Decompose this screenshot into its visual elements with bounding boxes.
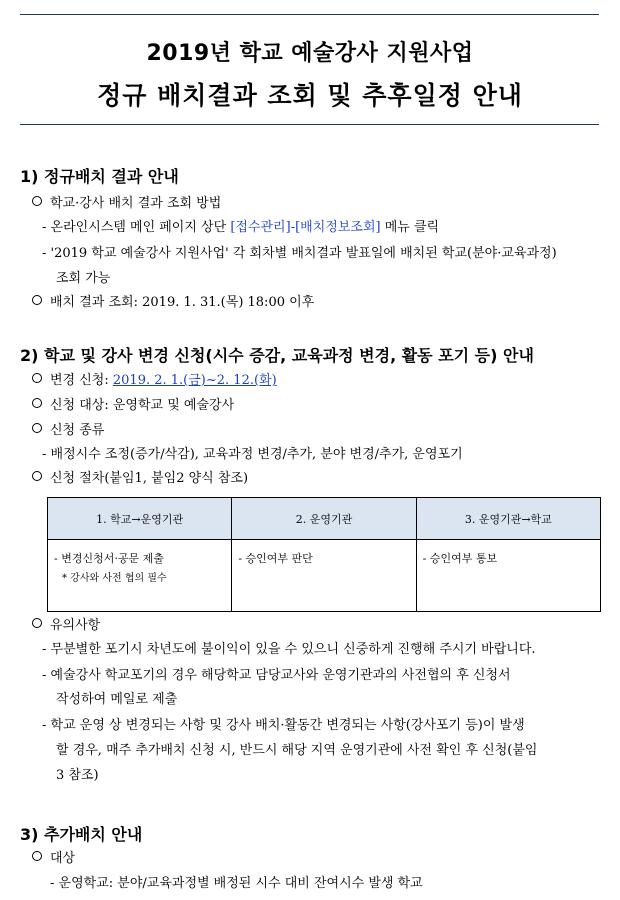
caution-note2-line2: 작성하여 메일로 제출 <box>56 692 178 707</box>
circle-bullet-icon <box>32 851 42 861</box>
title-bottom-rule <box>20 124 599 125</box>
caution-note2-line1: - 예술강사 학교포기의 경우 해당학교 담당교사와 운영기관과의 사전협의 후 신청서 <box>42 668 511 683</box>
section1-bullet1: 학교·강사 배치 결과 조회 방법 <box>32 196 221 212</box>
caution-note3-line3: 3 참조) <box>56 768 99 783</box>
section1-sub1: - 온라인시스템 메인 페이지 상단 [접수관리]-[배치정보조회] 메뉴 클릭 <box>42 220 440 235</box>
section3-heading: 3) 추가배치 안내 <box>20 825 143 844</box>
procedure-header-3: 3. 운영기관→학교 <box>416 498 600 540</box>
menu-path-link: [접수관리]-[배치정보조회] <box>230 220 381 235</box>
section2-bullet5: 유의사항 <box>32 618 100 634</box>
section2-bullet2: 신청 대상: 운영학교 및 예술강사 <box>32 398 234 414</box>
circle-bullet-icon <box>32 295 42 305</box>
section2-bullet4: 신청 절차(붙임1, 붙임2 양식 참조) <box>32 471 248 487</box>
section3-bullet1-sub: - 운영학교: 분야/교육과정별 배정된 시수 대비 잔여시수 발생 학교 <box>50 876 423 891</box>
section2-bullet1: 변경 신청: 2019. 2. 1.(금)~2. 12.(화) <box>32 373 277 389</box>
change-period-date: 2019. 2. 1.(금)~2. 12.(화) <box>112 373 277 388</box>
circle-bullet-icon <box>32 618 42 628</box>
top-rule <box>20 14 599 15</box>
caution-note3-line2: 할 경우, 매주 추가배치 신청 시, 반드시 해당 지역 운영기관에 사전 확인 후 신청(붙임 <box>56 743 538 758</box>
circle-bullet-icon <box>32 423 42 433</box>
procedure-cell-2: - 승인여부 판단 <box>232 540 416 612</box>
procedure-cell-1-note: * 강사와 사전 협의 필수 <box>62 573 167 584</box>
document-title-line2: 정규 배치결과 조회 및 추후일정 안내 <box>97 81 523 110</box>
caution-note1: - 무분별한 포기시 차년도에 불이익이 있을 수 있으니 신중하게 진행해 주시기 바랍니다. <box>42 642 536 657</box>
section2-heading: 2) 학교 및 강사 변경 신청(시수 증감, 교육과정 변경, 활동 포기 등) 안내 <box>20 346 534 365</box>
section3-bullet1: 대상 <box>32 851 75 867</box>
section1-sub2-line1: - '2019 학교 예술강사 지원사업' 각 회차별 배치결과 발표일에 배치된 학교(분야·교육과정) <box>42 246 557 261</box>
procedure-header-2: 2. 운영기관 <box>232 498 416 540</box>
circle-bullet-icon <box>32 398 42 408</box>
circle-bullet-icon <box>32 196 42 206</box>
circle-bullet-icon <box>32 471 42 481</box>
procedure-header-1: 1. 학교→운영기관 <box>48 498 232 540</box>
section1-heading: 1) 정규배치 결과 안내 <box>20 167 179 186</box>
section1-bullet2: 배치 결과 조회: 2019. 1. 31.(목) 18:00 이후 <box>32 295 314 311</box>
circle-bullet-icon <box>32 373 42 383</box>
document-title-line1: 2019년 학교 예술강사 지원사업 <box>146 41 474 66</box>
caution-note3-line1: - 학교 운영 상 변경되는 사항 및 강사 배치·활동간 변경되는 사항(강사포기 등)이 발생 <box>42 718 525 733</box>
section2-bullet3: 신청 종류 <box>32 423 104 439</box>
procedure-cell-3: - 승인여부 통보 <box>416 540 600 612</box>
procedure-cell-1: - 변경신청서·공문 제출 * 강사와 사전 협의 필수 <box>48 540 232 612</box>
procedure-table <box>47 497 601 612</box>
section2-bullet3-sub: - 배정시수 조정(증가/삭감), 교육과정 변경/추가, 분야 변경/추가, 운영포기 <box>42 447 463 462</box>
section1-sub2-line2: 조회 가능 <box>56 271 111 286</box>
